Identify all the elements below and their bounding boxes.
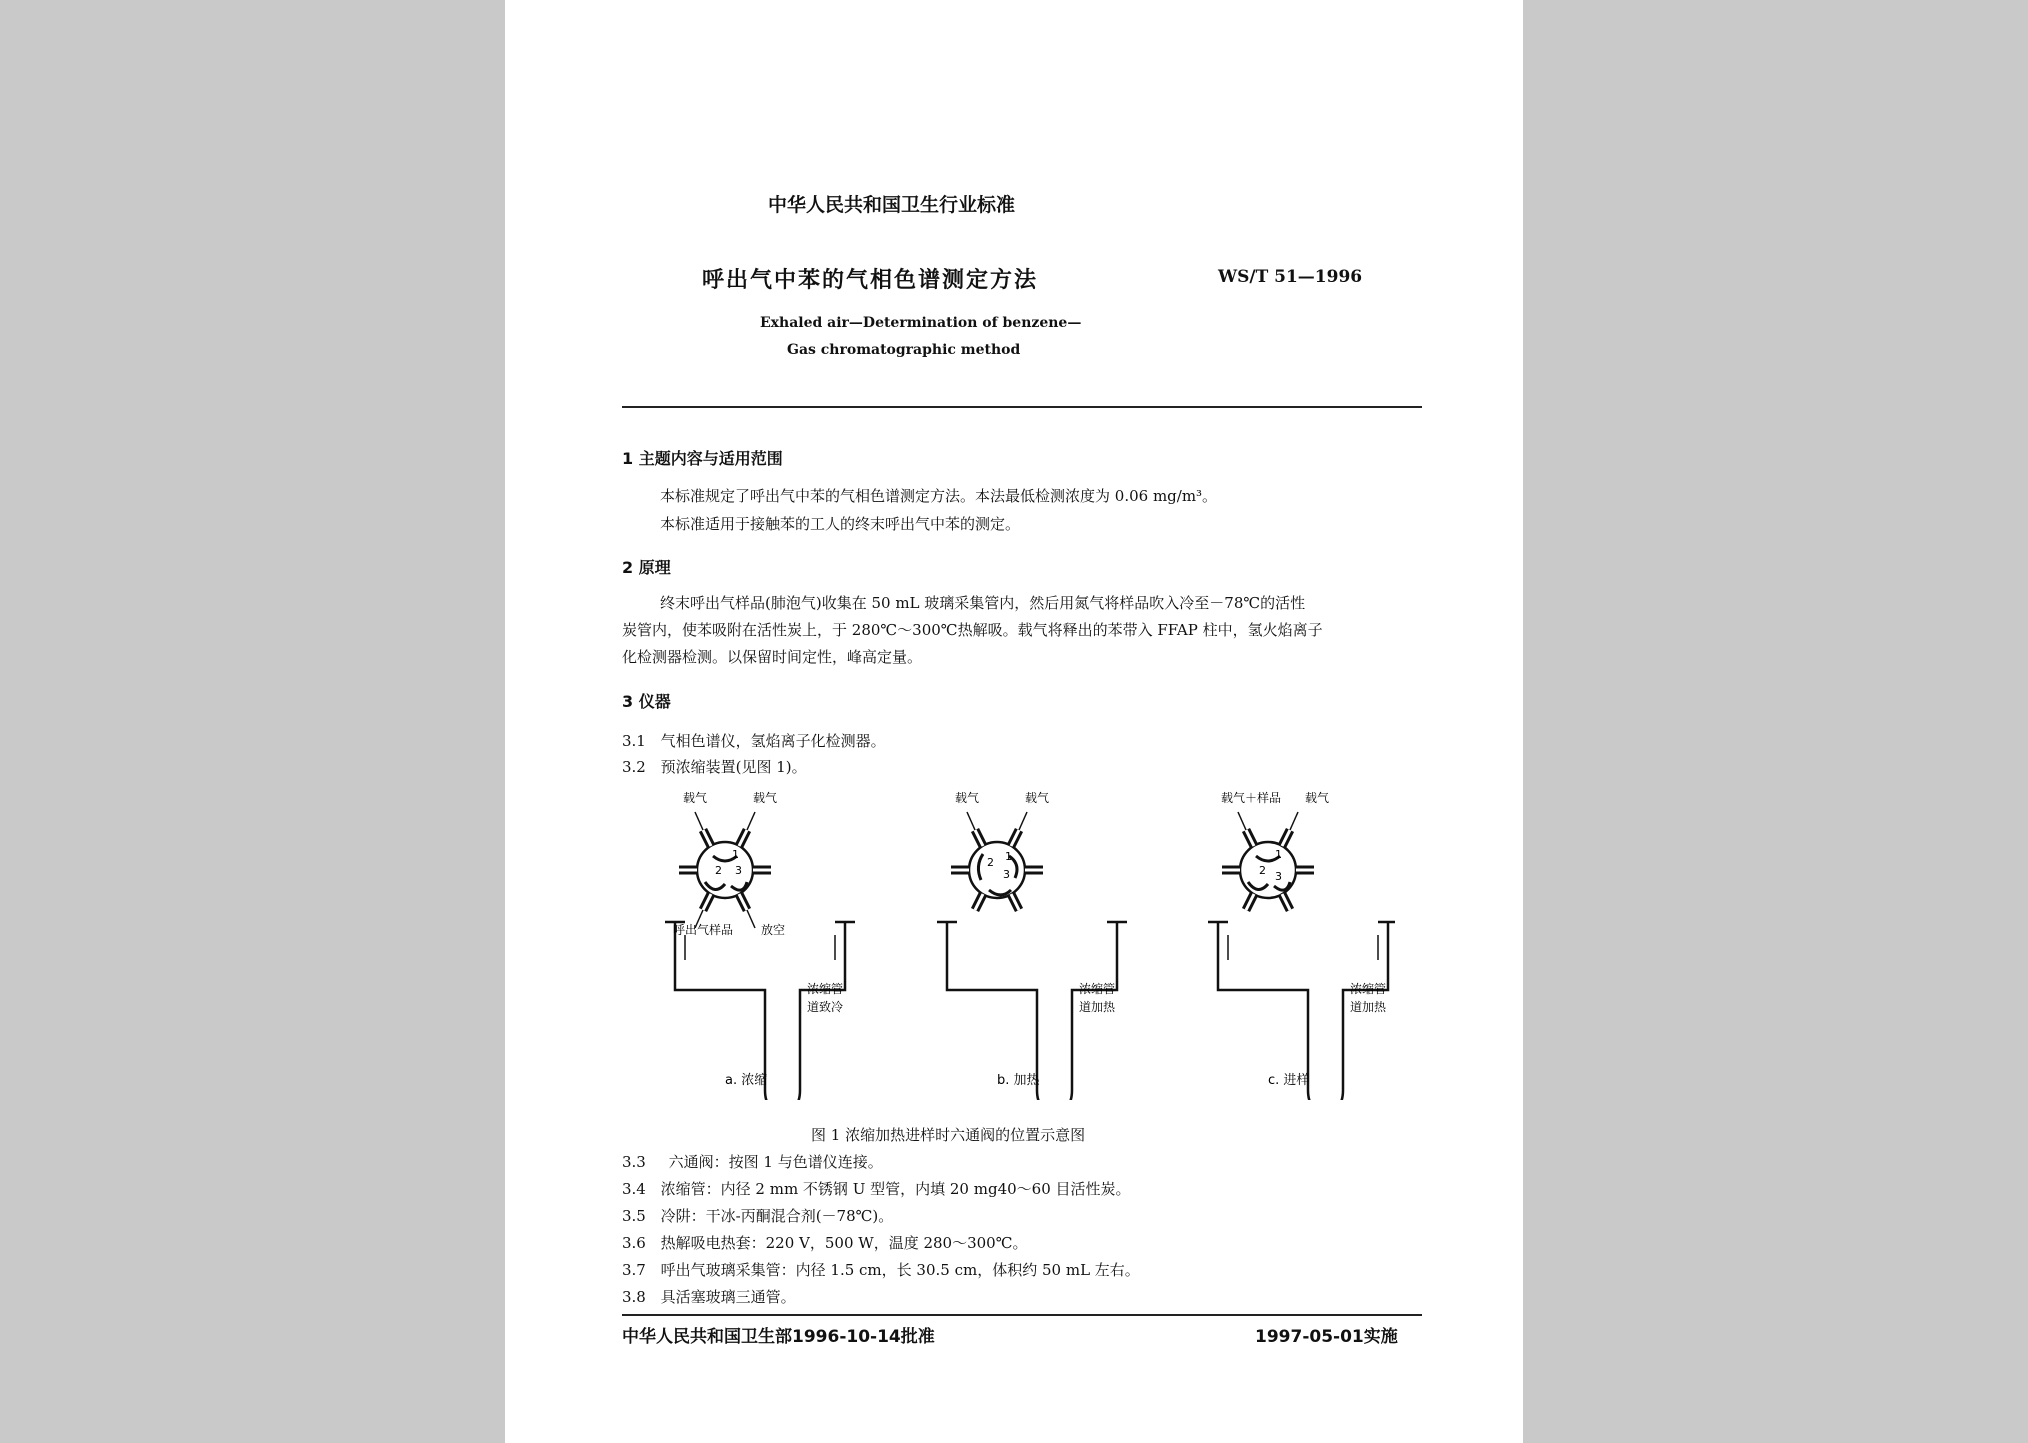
panel-c-tube-label-2: 道加热: [1350, 1000, 1387, 1014]
section-1-paragraph-1: 本标准规定了呼出气中苯的气相色谱测定方法。本法最低检测浓度为 0.06 mg/m³。: [660, 487, 1218, 505]
panel-a-valve-group: [665, 812, 855, 1100]
item-text: 呼出气玻璃采集管：内径 1.5 cm，长 30.5 cm，体积约 50 mL 左右。: [660, 1261, 1140, 1279]
panel-b-caption: b. 加热: [997, 1073, 1040, 1088]
section-3-heading: 3 仪器: [622, 692, 671, 711]
panel-a-port-1: 1: [732, 848, 739, 861]
item-text: 气相色谱仪，氢焰离子化检测器。: [660, 732, 886, 750]
panel-c-top-right-label: 载气: [1305, 791, 1330, 805]
figure-1-caption: 图 1 浓缩加热进样时六通阀的位置示意图: [811, 1126, 1086, 1144]
item-3-4: [622, 1178, 1131, 1199]
item-number: 3.5: [622, 1207, 646, 1225]
section-2-heading: 2 原理: [622, 558, 671, 577]
panel-b-port-3: 3: [1003, 868, 1010, 881]
panel-a-bottom-left-label: 呼出气样品: [673, 923, 734, 937]
header-divider: [622, 406, 1422, 408]
section-1-heading: 1 主题内容与适用范围: [622, 449, 783, 468]
item-3-3: [622, 1151, 883, 1172]
item-3-5: [622, 1205, 893, 1226]
item-text: 浓缩管：内径 2 mm 不锈钢 U 型管，内填 20 mg40～60 目活性炭。: [660, 1180, 1131, 1198]
english-title-line1: Exhaled air—Determination of benzene—: [760, 315, 1082, 331]
panel-b-top-left-label: 载气: [955, 791, 980, 805]
item-3-2: [622, 756, 807, 777]
panel-b-port-1: 1: [1005, 850, 1012, 863]
footer-divider: [622, 1314, 1422, 1316]
document-title: 呼出气中苯的气相色谱测定方法: [702, 268, 1039, 293]
item-number: 3.1: [622, 732, 646, 750]
item-3-1: [622, 730, 886, 751]
panel-c-port-1: 1: [1275, 848, 1282, 861]
panel-b-valve-group: [937, 812, 1127, 1100]
panel-c-top-left-label: 载气＋样品: [1221, 791, 1282, 805]
panel-a-port-3: 3: [735, 864, 742, 877]
issuer-heading: 中华人民共和国卫生行业标准: [768, 194, 1016, 216]
panel-a-top-left-label: 载气: [683, 791, 708, 805]
panel-c-port-3: 3: [1275, 870, 1282, 883]
section-1-paragraph-2: 本标准适用于接触苯的工人的终末呼出气中苯的测定。: [660, 515, 1021, 533]
figure-1-diagram: [635, 780, 1395, 1100]
panel-c-port-2: 2: [1259, 864, 1266, 877]
item-number: 3.6: [622, 1234, 646, 1252]
item-text: 冷阱：干冰-丙酮混合剂(－78℃)。: [660, 1207, 894, 1225]
item-number: 3.4: [622, 1180, 646, 1198]
panel-b-top-right-label: 载气: [1025, 791, 1050, 805]
panel-c-valve-group: [1208, 812, 1395, 1100]
panel-a-tube-label-1: 浓缩管: [807, 982, 844, 996]
item-3-8: [622, 1286, 796, 1307]
panel-c-caption: c. 进样: [1268, 1073, 1310, 1088]
english-title-line2: Gas chromatographic method: [787, 342, 1021, 358]
standard-code: WS/T 51—1996: [1218, 267, 1363, 287]
section-2-line-1: 终末呼出气样品(肺泡气)收集在 50 mL 玻璃采集管内，然后用氮气将样品吹入冷至－78℃的活性: [660, 594, 1306, 612]
panel-a-tube-label-2: 道致冷: [807, 1000, 844, 1014]
footer-approval: 中华人民共和国卫生部1996-10-14批准: [622, 1327, 935, 1347]
section-2-line-3: 化检测器检测。以保留时间定性，峰高定量。: [622, 648, 923, 666]
panel-a-caption: a. 浓缩: [725, 1073, 768, 1088]
item-number: 3.7: [622, 1261, 646, 1279]
section-2-line-2: 炭管内，使苯吸附在活性炭上，于 280℃～300℃热解吸。载气将释出的苯带入 FFAP 柱中，氢火焰离子: [622, 621, 1323, 639]
item-3-6: [622, 1232, 1028, 1253]
item-text: 具活塞玻璃三通管。: [660, 1288, 796, 1306]
item-number: 3.8: [622, 1288, 646, 1306]
item-text: 热解吸电热套：220 V，500 W，温度 280～300℃。: [660, 1234, 1028, 1252]
panel-a-port-2: 2: [715, 864, 722, 877]
item-3-7: [622, 1259, 1140, 1280]
panel-c-tube-label-1: 浓缩管: [1350, 982, 1387, 996]
item-text: 预浓缩装置(见图 1)。: [660, 758, 807, 776]
panel-a-top-right-label: 载气: [753, 791, 778, 805]
panel-b-tube-label-2: 道加热: [1079, 1000, 1116, 1014]
item-number: 3.3: [622, 1153, 646, 1171]
document-page: [505, 0, 1523, 1443]
panel-b-tube-label-1: 浓缩管: [1079, 982, 1116, 996]
panel-a-bottom-right-label: 放空: [761, 923, 786, 937]
panel-b-port-2: 2: [987, 856, 994, 869]
item-text: 六通阀：按图 1 与色谱仪连接。: [668, 1153, 883, 1171]
footer-effective-date: 1997-05-01实施: [1255, 1327, 1398, 1347]
item-number: 3.2: [622, 758, 646, 776]
